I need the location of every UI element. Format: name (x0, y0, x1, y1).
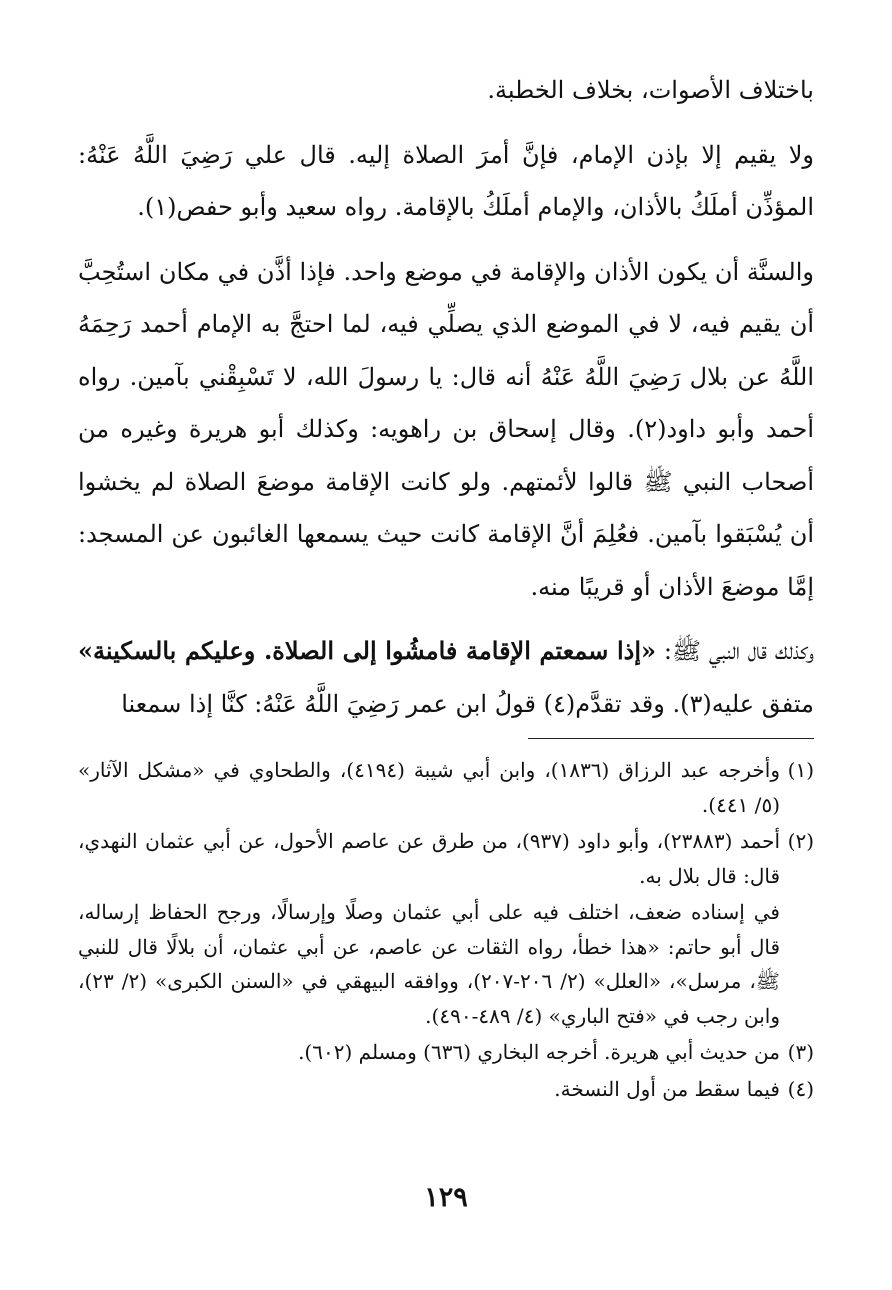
paragraph-1: باختلاف الأصوات، بخلاف الخطبة. (487, 76, 814, 104)
footnote-text: من حديث أبي هريرة. أخرجه البخاري (٦٣٦) ومسلم (٦٠٢). (298, 1040, 780, 1064)
footnote-text: فيما سقط من أول النسخة. (554, 1076, 780, 1101)
footnote-3 (78, 1035, 814, 1070)
main-text (78, 64, 814, 742)
footnote-number: (٣) (787, 1040, 814, 1064)
footnotes (78, 753, 814, 1108)
footnote-2 (78, 824, 814, 893)
footnote-text: في إسناده ضعف، اختلف فيه على أبي عثمان وصلًا وإرسالًا، ورجح الحفاظ إرساله، قال أبو حاتم: «هذا خطأ، رواه الثقات عن عاصم، عن أبي عثمان، أن بلالًا قال للنبي ﷺ، مرسل»، «العلل» (٢/ ٢٠٦-٢٠٧)، ووافقه البيهقي في «السنن الكبرى» (٢/ ٢٣)، وابن رجب في «فتح الباري» (٤/ ٤٨٩-٤٩٠). (78, 900, 780, 1028)
paragraph-2: ولا يقيم إلا بإذن الإمام، فإنَّ أمرَ الصلاة إليه. قال علي رَضِيَ اللَّهُ عَنْهُ: المؤذِّن أملَكُ بالأذان، والإمام أملَكُ بالإقامة. رواه سعيد وأبو حفص(١). (78, 140, 814, 221)
hadith-quote: «إذا سمعتم الإقامة فامشُوا إلى الصلاة. وعليكم بالسكينة» (78, 636, 656, 665)
paragraph-4 (78, 625, 814, 730)
footnote-number: (٤) (787, 1076, 814, 1101)
footnote-text: وأخرجه عبد الرزاق (١٨٣٦)، وابن أبي شيبة (٤١٩٤)، والطحاوي في «مشكل الآثار» (٥/ ٤٤١). (78, 758, 780, 817)
footnote-1 (78, 753, 814, 822)
footnote-number: (١) (787, 758, 814, 782)
paragraph-3: والسنَّة أن يكون الأذان والإقامة في موضع واحد. فإذا أذَّن في مكان استُحِبَّ أن يقيم فيه، لا في الموضع الذي يصلِّي فيه، لما احتجَّ به الإمام أحمد رَحِمَهُ اللَّهُ عن بلال رَضِيَ اللَّهُ عَنْهُ أنه قال: يا رسولَ الله، لا تَسْبِقْني بآمين. رواه أحمد وأبو داود(٢). وقال إسحاق بن راهويه: وكذلك أبو هريرة وغيره من أصحاب النبي ﷺ قالوا لأئمتهم. ولو كانت الإقامة موضعَ الصلاة لم يخشوا أن يُسْبَقوا بآمين. فعُلِمَ أنَّ الإقامة كانت حيث يسمعها الغائبون عن المسجد: إمَّا موضعَ الأذان أو قريبًا منه. (78, 257, 814, 601)
paragraph-4-rest: متفق عليه(٣). وقد تقدَّم(٤) قولُ ابن عمر رَضِيَ اللَّهُ عَنْهُ: كنَّا إذا سمعنا (121, 689, 814, 718)
footnote-text: أحمد (٢٣٨٨٣)، وأبو داود (٩٣٧)، من طرق عن عاصم الأحول، عن أبي عثمان النهدي، قال: قال بلال به. (78, 829, 780, 888)
footnote-4 (78, 1072, 814, 1107)
paragraph-4-intro: وكذلك قال النبي ﷺ: (656, 637, 814, 665)
footnote-number: (٢) (787, 829, 814, 853)
page-number: ١٢٩ (424, 1182, 468, 1213)
footnote-2-continuation (78, 895, 814, 1033)
footnote-divider (528, 738, 814, 739)
